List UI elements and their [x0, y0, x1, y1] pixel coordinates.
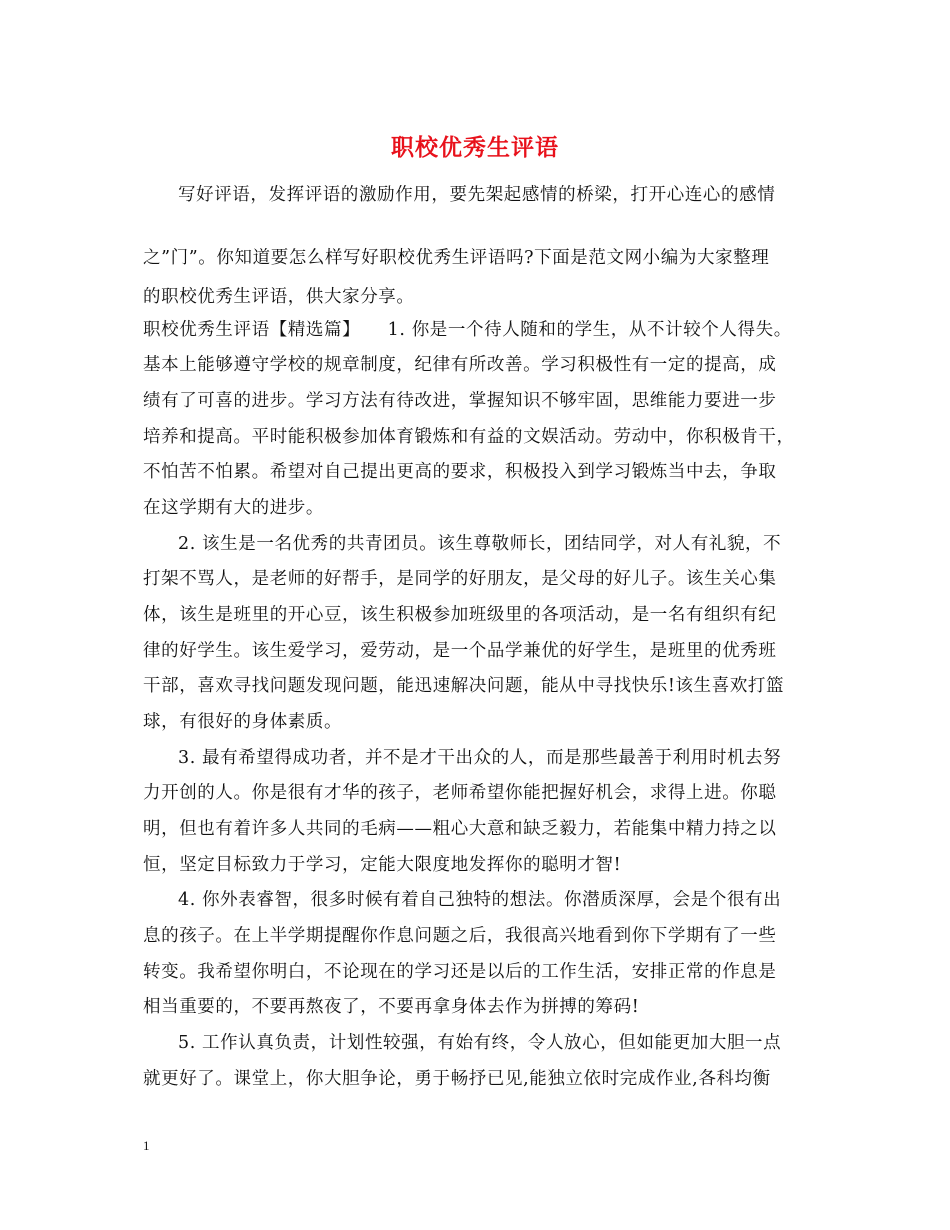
text-line: 体，该生是班里的开心豆，该生积极参加班级里的各项活动，是一名有组织有纪 [143, 605, 777, 625]
text-line: 基本上能够遵守学校的规章制度，纪律有所改善。学习积极性有一定的提高，成 [143, 355, 777, 375]
text-line: 打架不骂人，是老师的好帮手，是同学的好朋友，是父母的好儿子。该生关心集 [143, 569, 777, 589]
text-line: 转变。我希望你明白，不论现在的学习还是以后的工作生活，安排正常的作息是 [143, 962, 777, 982]
text-line: 之”门”。你知道要怎么样写好职校优秀生评语吗?下面是范文网小编为大家整理 [143, 248, 770, 268]
document-title: 职校优秀生评语 [391, 134, 559, 161]
text-line: 职校优秀生评语【精选篇】 1. 你是一个待人随和的学生，从不计较个人得失。 [143, 320, 792, 340]
text-line: 在这学期有大的进步。 [143, 498, 324, 518]
text-line: 干部，喜欢寻找问题发现问题，能迅速解决问题，能从中寻找快乐!该生喜欢打篮 [143, 676, 785, 696]
page-number: 1 [143, 1138, 150, 1153]
text-line: 律的好学生。该生爱学习，爱劳动，是一个品学兼优的好学生，是班里的优秀班 [143, 641, 777, 661]
text-line: 绩有了可喜的进步。学习方法有待改进，掌握知识不够牢固，思维能力要进一步 [143, 391, 777, 411]
text-line: 相当重要的，不要再熬夜了，不要再拿身体去作为拼搏的筹码! [143, 997, 640, 1017]
text-line: 5. 工作认真负责，计划性较强，有始有终，令人放心，但如能更加大胆一点 [178, 1033, 782, 1053]
text-line: 写好评语，发挥评语的激励作用，要先架起感情的桥梁，打开心连心的感情 [178, 185, 776, 205]
text-line: 的职校优秀生评语，供大家分享。 [143, 287, 415, 307]
text-line: 恒，坚定目标致力于学习，定能大限度地发挥你的聪明才智! [143, 855, 622, 875]
text-line: 明，但也有着许多人共同的毛病——粗心大意和缺乏毅力，若能集中精力持之以 [143, 819, 777, 839]
text-line: 不怕苦不怕累。希望对自己提出更高的要求，积极投入到学习锻炼当中去，争取 [143, 462, 777, 482]
text-line: 就更好了。课堂上，你大胆争论，勇于畅抒已见,能独立依时完成作业,各科均衡 [143, 1069, 771, 1089]
text-line: 4. 你外表睿智，很多时候有着自己独特的想法。你潜质深厚，会是个很有出 [178, 890, 782, 910]
text-line: 力开创的人。你是很有才华的孩子，老师希望你能把握好机会，求得上进。你聪 [143, 783, 777, 803]
text-line: 息的孩子。在上半学期提醒你作息问题之后，我很高兴地看到你下学期有了一些 [143, 926, 777, 946]
text-line: 3. 最有希望得成功者，并不是才干出众的人，而是那些最善于利用时机去努 [178, 748, 782, 768]
text-line: 培养和提高。平时能积极参加体育锻炼和有益的文娱活动。劳动中，你积极肯干， [143, 427, 795, 447]
text-line: 2. 该生是一名优秀的共青团员。该生尊敬师长，团结同学，对人有礼貌，不 [178, 534, 782, 554]
text-line: 球，有很好的身体素质。 [143, 712, 343, 732]
